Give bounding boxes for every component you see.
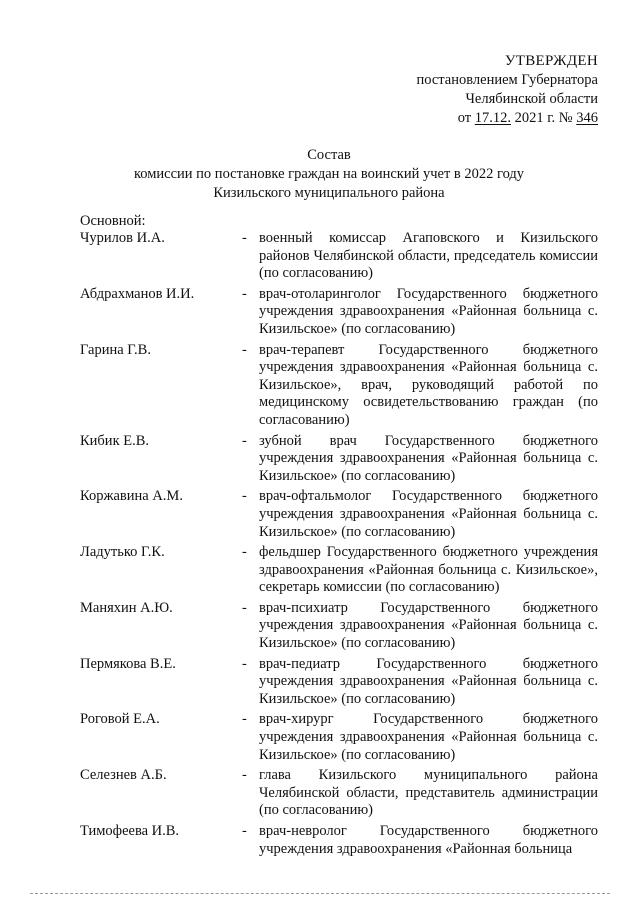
member-dash: - (242, 432, 247, 449)
member-dash: - (242, 544, 247, 561)
approval-stamp (358, 52, 598, 128)
member-row (80, 656, 598, 709)
member-name: Маняхин А.Ю. (80, 599, 173, 616)
member-description: врач-невролог Государственного бюджетного учреждения здравоохранения «Районная больница (259, 823, 598, 857)
member-description: врач-педиатр Государственного бюджетного учреждения здравоохранения «Районная больница с. Кизильское» (по согласованию) (259, 655, 598, 707)
approval-line-1: постановлением Губернатора (416, 72, 598, 88)
member-row (80, 711, 598, 764)
member-name: Селезнев А.Б. (80, 767, 167, 784)
approval-date-prefix: от (457, 110, 472, 126)
member-dash: - (242, 711, 247, 728)
member-row (80, 544, 598, 597)
member-row (80, 286, 598, 339)
member-name: Кибик Е.В. (80, 432, 150, 449)
member-name: Коржавина А.М. (80, 488, 183, 505)
members-list (80, 230, 598, 861)
member-row (80, 433, 598, 486)
member-description: врач-отоларинголог Государственного бюджетного учреждения здравоохранения «Районная больница с. Кизильское» (по согласованию) (259, 285, 598, 337)
approval-date: 17.12. (474, 110, 511, 126)
member-description: врач-терапевт Государственного бюджетного учреждения здравоохранения «Районная больница с. Кизильское», врач, руководящий работой по медицинскому освидетельствованию граждан (по согласованию) (259, 341, 598, 428)
member-dash: - (242, 230, 247, 246)
member-name: Гарина Г.В. (80, 341, 151, 358)
member-row (80, 600, 598, 653)
member-row (80, 230, 598, 283)
member-dash: - (242, 823, 247, 839)
section-label: Основной: (80, 213, 146, 229)
member-description: врач-психиатр Государственного бюджетного учреждения здравоохранения «Районная больница с. Кизильское» (по согласованию) (259, 599, 598, 652)
member-row (80, 342, 598, 430)
member-description: зубной врач Государственного бюджетного учреждения здравоохранения «Районная больница с. Кизильское» (по согласованию) (259, 432, 598, 484)
approval-number: 346 (576, 110, 598, 126)
member-row (80, 488, 598, 541)
page-bottom-divider (30, 893, 610, 894)
member-dash: - (242, 655, 247, 672)
document-title (60, 146, 598, 203)
member-name: Чурилов И.А. (80, 230, 165, 246)
approval-line-2: Челябинской области (465, 91, 598, 107)
member-name: Абдрахманов И.И. (80, 285, 195, 302)
member-name: Роговой Е.А. (80, 711, 160, 728)
member-name: Пермякова В.Е. (80, 655, 176, 672)
title-line-1: Состав (307, 147, 351, 163)
title-line-2: комиссии по постановке граждан на воинский учет в 2022 году (133, 166, 525, 182)
member-dash: - (242, 488, 247, 505)
member-description: фельдшер Государственного бюджетного учреждения здравоохранения «Районная больница с. Кизильское», секретарь комиссии (по согласованию) (259, 544, 598, 596)
member-dash: - (242, 341, 247, 358)
member-dash: - (242, 599, 247, 616)
member-description: военный комиссар Агаповского и Кизильского районов Челябинской области, председатель комиссии (по согласованию) (259, 230, 598, 282)
approval-date-line (358, 109, 598, 128)
member-dash: - (242, 767, 247, 784)
approval-year-number-label: 2021 г. № (514, 110, 573, 126)
title-line-3: Кизильского муниципального района (213, 185, 445, 201)
member-dash: - (242, 285, 247, 302)
member-name: Ладутько Г.К. (80, 544, 165, 561)
member-name: Тимофеева И.В. (80, 823, 180, 839)
member-row (80, 823, 598, 858)
member-row (80, 767, 598, 820)
member-description: врач-хирург Государственного бюджетного учреждения здравоохранения «Районная больница с. Кизильское» (по согласованию) (259, 711, 598, 763)
member-description: врач-офтальмолог Государственного бюджетного учреждения здравоохранения «Районная больница с. Кизильское» (по согласованию) (259, 488, 598, 540)
approval-heading: УТВЕРЖДЕН (504, 53, 598, 69)
member-description: глава Кизильского муниципального района Челябинской области, представитель администрации (по согласованию) (259, 767, 598, 819)
